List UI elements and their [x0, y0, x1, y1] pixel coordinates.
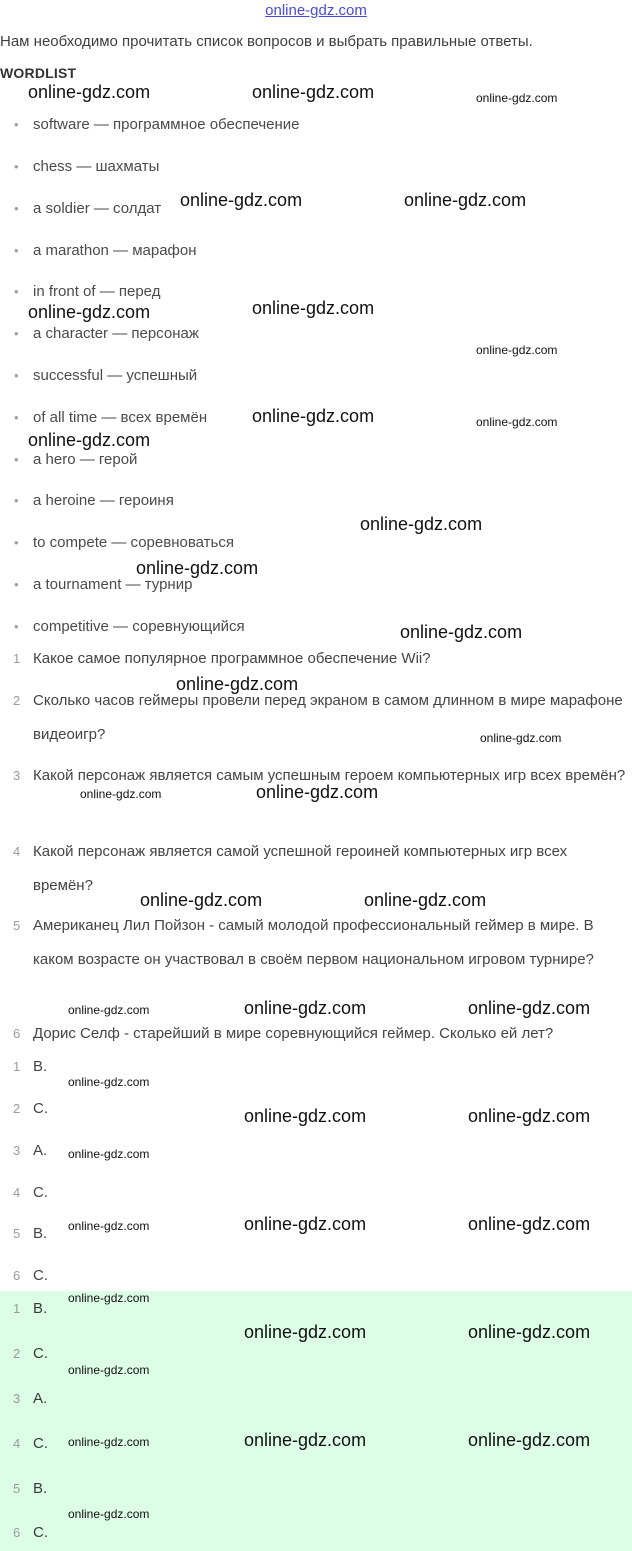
- bullet-icon: •: [14, 117, 19, 132]
- watermark: online-gdz.com: [68, 1363, 150, 1377]
- answer-letter: B.: [33, 1300, 48, 1317]
- watermark: online-gdz.com: [176, 674, 299, 694]
- question-text: Американец Лил Пойзон - самый молодой профессиональный геймер в мире. В каком возрасте он участвовал в своём первом национальном игровом турнире?: [33, 917, 594, 968]
- question-text: Дорис Селф - старейший в мире соревнующийся геймер. Сколько ей лет?: [33, 1025, 554, 1042]
- question-number: 4: [13, 844, 21, 859]
- answer-letter: C.: [33, 1435, 48, 1452]
- watermark: online-gdz.com: [252, 298, 375, 318]
- watermark: online-gdz.com: [480, 731, 562, 745]
- answer-number: 5: [13, 1226, 21, 1241]
- answer-letter: C.: [33, 1267, 48, 1284]
- question-number: 2: [13, 693, 21, 708]
- watermark: online-gdz.com: [244, 1322, 367, 1342]
- bullet-icon: •: [14, 410, 19, 425]
- watermark: online-gdz.com: [252, 406, 375, 426]
- watermark: online-gdz.com: [476, 91, 558, 105]
- watermark: online-gdz.com: [364, 890, 487, 910]
- bullet-icon: •: [14, 493, 19, 508]
- site-link[interactable]: online-gdz.com: [265, 2, 367, 19]
- answer-number: 1: [13, 1059, 21, 1074]
- question-item: [0, 909, 632, 977]
- question-item: [0, 642, 632, 676]
- bullet-icon: •: [14, 243, 19, 258]
- answer-number: 6: [13, 1268, 21, 1283]
- answer-number: 4: [13, 1185, 21, 1200]
- answer-letter: B.: [33, 1058, 48, 1075]
- watermark: online-gdz.com: [476, 343, 558, 357]
- question-number: 1: [13, 651, 21, 666]
- answer-letter: C.: [33, 1100, 48, 1117]
- watermark: online-gdz.com: [360, 514, 483, 534]
- bullet-icon: •: [14, 284, 19, 299]
- question-number: 6: [13, 1026, 21, 1041]
- watermark: online-gdz.com: [28, 82, 151, 102]
- watermark: online-gdz.com: [468, 1322, 591, 1342]
- question-text: Какой персонаж является самой успешной героиней компьютерных игр всех времён?: [33, 843, 568, 894]
- bullet-icon: •: [14, 326, 19, 341]
- bullet-icon: •: [14, 159, 19, 174]
- watermark: online-gdz.com: [244, 1214, 367, 1234]
- bullet-icon: •: [14, 368, 19, 383]
- wordlist-heading: WORDLIST: [0, 65, 77, 81]
- answer-letter: A.: [33, 1142, 48, 1159]
- watermark: online-gdz.com: [468, 1106, 591, 1126]
- watermark: online-gdz.com: [244, 1106, 367, 1126]
- watermark: online-gdz.com: [140, 890, 263, 910]
- watermark: online-gdz.com: [404, 190, 527, 210]
- watermark: online-gdz.com: [244, 1430, 367, 1450]
- watermark: online-gdz.com: [68, 1147, 150, 1161]
- bullet-icon: •: [14, 201, 19, 216]
- answer-letter: C.: [33, 1184, 48, 1201]
- answer-number: 3: [13, 1143, 21, 1158]
- watermark: online-gdz.com: [136, 558, 259, 578]
- question-text: Какой персонаж является самым успешным героем компьютерных игр всех времён?: [33, 767, 626, 784]
- watermark: online-gdz.com: [400, 622, 523, 642]
- answer-letter: C.: [33, 1524, 48, 1541]
- watermark: online-gdz.com: [256, 782, 379, 802]
- intro-text: Нам необходимо прочитать список вопросов и выбрать правильные ответы.: [0, 33, 533, 50]
- watermark: online-gdz.com: [68, 1003, 150, 1017]
- answer-number: 4: [13, 1436, 21, 1451]
- answer-number: 6: [13, 1525, 21, 1540]
- answer-number: 1: [13, 1301, 21, 1316]
- watermark: online-gdz.com: [252, 82, 375, 102]
- answer-letter: A.: [33, 1390, 48, 1407]
- answer-letter: C.: [33, 1345, 48, 1362]
- watermark: online-gdz.com: [468, 998, 591, 1018]
- answer-letter: B.: [33, 1225, 48, 1242]
- watermark: online-gdz.com: [68, 1219, 150, 1233]
- answer-number: 2: [13, 1101, 21, 1116]
- bullet-icon: •: [14, 577, 19, 592]
- question-number: 3: [13, 768, 21, 783]
- bullet-icon: •: [14, 452, 19, 467]
- question-number: 5: [13, 918, 21, 933]
- watermark: online-gdz.com: [28, 430, 151, 450]
- watermark: online-gdz.com: [476, 415, 558, 429]
- watermark: online-gdz.com: [68, 1291, 150, 1305]
- question-text: Сколько часов геймеры провели перед экраном в самом длинном в мире марафоне видеоигр?: [33, 692, 623, 743]
- watermark: online-gdz.com: [68, 1507, 150, 1521]
- bullet-icon: •: [14, 535, 19, 550]
- question-item: [0, 1017, 632, 1051]
- question-item: [0, 835, 632, 903]
- answer-number: 5: [13, 1481, 21, 1496]
- bullet-icon: •: [14, 619, 19, 634]
- watermark: online-gdz.com: [180, 190, 303, 210]
- watermark: online-gdz.com: [28, 302, 151, 322]
- question-text: Какое самое популярное программное обеспечение Wii?: [33, 650, 431, 667]
- answer-number: 2: [13, 1346, 21, 1361]
- answer-number: 3: [13, 1391, 21, 1406]
- watermark: online-gdz.com: [68, 1075, 150, 1089]
- watermark: online-gdz.com: [68, 1435, 150, 1449]
- watermark: online-gdz.com: [468, 1430, 591, 1450]
- watermark: online-gdz.com: [80, 787, 162, 801]
- watermark: online-gdz.com: [468, 1214, 591, 1234]
- answer-letter: B.: [33, 1480, 48, 1497]
- watermark: online-gdz.com: [244, 998, 367, 1018]
